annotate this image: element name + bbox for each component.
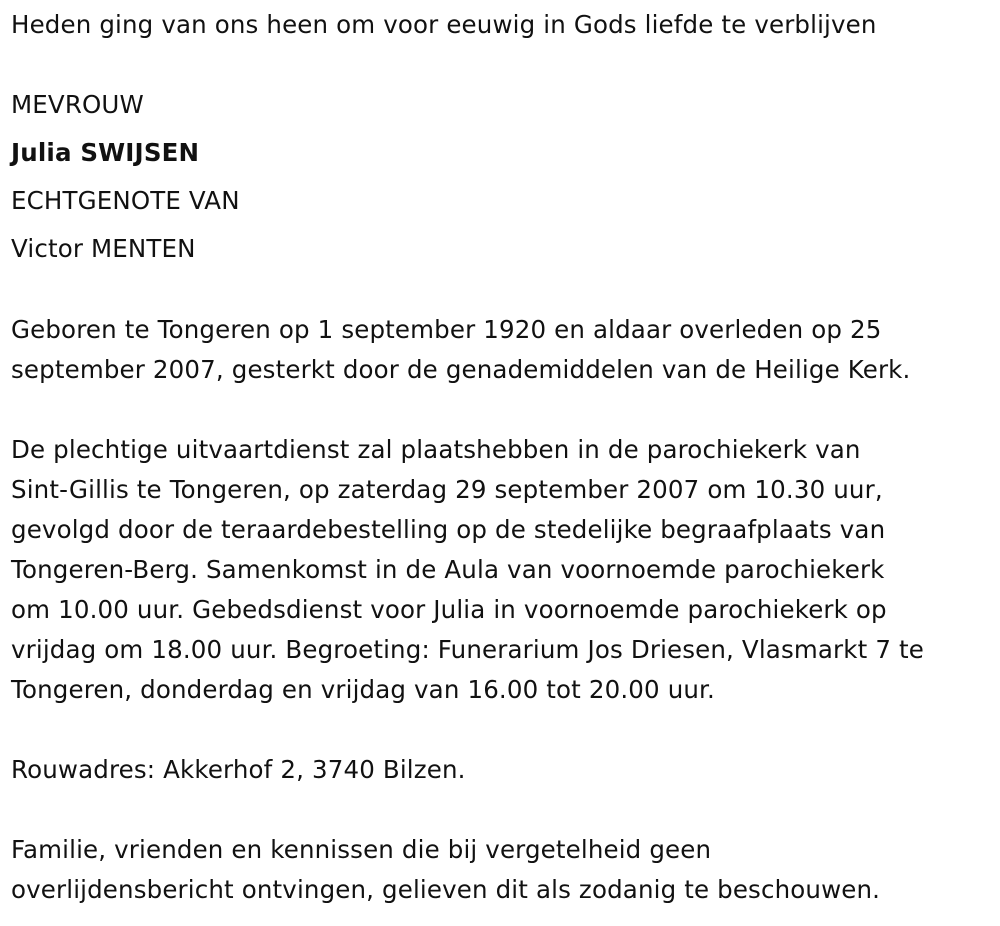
ceremony-line: gevolgd door de teraardebestelling op de stedelijke begraafplaats van bbox=[11, 515, 886, 544]
ceremony-line: Tongeren-Berg. Samenkomst in de Aula van voornoemde parochiekerk bbox=[11, 555, 885, 584]
ceremony-line: vrijdag om 18.00 uur. Begroeting: Funerarium Jos Driesen, Vlasmarkt 7 te bbox=[11, 635, 924, 664]
intro-text: Heden ging van ons heen om voor eeuwig in Gods liefde te verblijven bbox=[11, 10, 877, 39]
mourning-address: Rouwadres: Akkerhof 2, 3740 Bilzen. bbox=[11, 755, 466, 784]
birth-death-line: september 2007, gesterkt door de genademiddelen van de Heilige Kerk. bbox=[11, 355, 911, 384]
ceremony-line: om 10.00 uur. Gebedsdienst voor Julia in voornoemde parochiekerk op bbox=[11, 595, 887, 624]
closing-line: overlijdensbericht ontvingen, gelieven dit als zodanig te beschouwen. bbox=[11, 875, 881, 904]
ceremony-line: Tongeren, donderdag en vrijdag van 16.00 tot 20.00 uur. bbox=[11, 675, 715, 704]
ceremony-line: De plechtige uitvaartdienst zal plaatshebben in de parochiekerk van bbox=[11, 435, 861, 464]
spouse-name: Victor MENTEN bbox=[11, 234, 196, 263]
honorific-title: MEVROUW bbox=[11, 90, 144, 119]
relation-label: ECHTGENOTE VAN bbox=[11, 186, 240, 215]
closing-line: Familie, vrienden en kennissen die bij vergetelheid geen bbox=[11, 835, 712, 864]
deceased-name: Julia SWIJSEN bbox=[11, 138, 200, 167]
ceremony-line: Sint-Gillis te Tongeren, op zaterdag 29 september 2007 om 10.30 uur, bbox=[11, 475, 883, 504]
birth-death-line: Geboren te Tongeren op 1 september 1920 en aldaar overleden op 25 bbox=[11, 315, 882, 344]
